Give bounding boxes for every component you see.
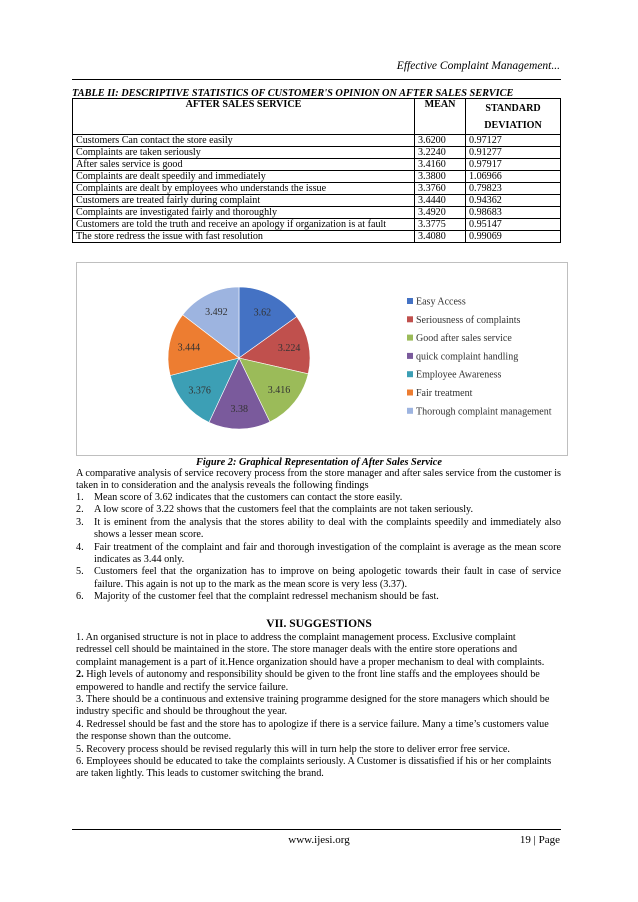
table-cell-sd: 0.91277 [466, 147, 561, 159]
header-rule [72, 79, 561, 80]
suggestion-text: High levels of autonomy and responsibility should be given to the front line staffs and the employees should be empowered to handle and rectify the service failure. [76, 669, 540, 693]
table-row [73, 195, 561, 207]
pie-data-label: 3.224 [277, 342, 301, 354]
pie-data-label: 3.62 [253, 307, 272, 319]
list-item [76, 632, 554, 669]
legend-label: quick complaint handling [416, 351, 519, 363]
legend-swatch [407, 335, 413, 341]
table-row [73, 219, 561, 231]
statistics-table [72, 98, 561, 243]
footer-page-number: 19 | Page [519, 834, 560, 846]
table-cell-item: Complaints are taken seriously [73, 147, 415, 159]
suggestion-text: An organised structure is not in place to address the complaint management process. Exclusive complaint redressel cell should be maintained in the store. The store manager deals with the entire store operations and complaint management is a part of it.Hence organization should have a proper mechanism to deal with complaints. [76, 632, 545, 668]
suggestion-number: 5. [76, 743, 84, 755]
col-header-mean: MEAN [415, 99, 466, 135]
suggestion-text: Employees should be educated to take the complaints seriously. A Customer is dissatisfied if his or her complaints are taken lightly. This leads to customer switching the brand. [76, 756, 552, 780]
finding-text: It is eminent from the analysis that the stores ability to deal with the complaints speedily and immediately also shows a lesser mean score. [94, 516, 561, 541]
list-item [76, 492, 561, 504]
table-row [73, 135, 561, 147]
table-cell-item: Customers Can contact the store easily [73, 135, 415, 147]
footer-rule [72, 829, 561, 830]
col-header-item: AFTER SALES SERVICE [73, 99, 415, 135]
table-row [73, 231, 561, 243]
table-cell-mean: 3.4440 [415, 195, 466, 207]
finding-number: 3. [76, 516, 84, 528]
legend-label: Employee Awareness [416, 369, 502, 381]
legend-label: Good after sales service [416, 333, 512, 345]
finding-text: Mean score of 3.62 indicates that the customers can contact the store easily. [94, 492, 403, 503]
table-cell-sd: 0.97917 [466, 159, 561, 171]
table-cell-mean: 3.3800 [415, 171, 466, 183]
table-cell-sd: 0.79823 [466, 183, 561, 195]
table-row [73, 159, 561, 171]
finding-text: Fair treatment of the complaint and fair and thorough investigation of the complaint is average as the mean score indicates as 3.44 only. [94, 541, 561, 566]
table-cell-item: The store redress the issue with fast resolution [73, 231, 415, 243]
suggestion-number: 1. [76, 632, 84, 643]
analysis-intro: A comparative analysis of service recovery process from the store manager and after sales service from the customer is taken in to consideration and the analysis reveals the following findings [76, 468, 561, 492]
col-header-sd-line1: STANDARD [485, 103, 541, 114]
table-cell-item: Complaints are dealt speedily and immediately [73, 171, 415, 183]
list-item [76, 694, 554, 719]
legend-label: Fair treatment [416, 388, 473, 399]
finding-text: Customers feel that the organization has to improve on being apologetic towards their fault in case of service failure. This again is not up to the mark as the mean score is very less (3.37). [94, 566, 561, 590]
finding-number: 2. [76, 504, 84, 516]
section-title-suggestions: VII. SUGGESTIONS [266, 618, 372, 630]
list-item [76, 517, 561, 542]
col-header-sd [466, 99, 561, 135]
table-row [73, 171, 561, 183]
legend-swatch [407, 316, 413, 322]
pie-data-label: 3.38 [230, 404, 249, 416]
finding-number: 4. [76, 541, 84, 553]
table-cell-item: Customers are treated fairly during complaint [73, 195, 415, 207]
list-item [76, 744, 554, 756]
suggestion-text: Recovery process should be revised regularly this will in turn help the store to deliver error free service. [86, 743, 510, 755]
list-item [76, 719, 554, 744]
suggestion-number: 2. [76, 669, 84, 681]
finding-text: A low score of 3.22 shows that the customers feel that the complaints are not taken seriously. [94, 504, 474, 516]
suggestion-text: Redressel should be fast and the store has to apologize if there is a service failure. Many a time’s customers value the response shown than the outcome. [76, 718, 549, 743]
table-cell-sd: 0.98683 [466, 207, 561, 219]
finding-text: Majority of the customer feel that the complaint redressel mechanism should be fast. [94, 591, 439, 603]
table-cell-item: Customers are told the truth and receive an apology if organization is at fault [73, 219, 415, 231]
suggestion-text: There should be a continuous and extensive training programme designed for the store managers which should be industry specific and should be throughout the year. [76, 694, 550, 718]
list-item [76, 756, 554, 781]
legend-swatch [407, 371, 413, 377]
table-cell-mean: 3.6200 [415, 135, 466, 147]
pie-data-label: 3.492 [205, 307, 228, 319]
footer-url[interactable]: www.ijesi.org [288, 834, 350, 846]
list-item [76, 542, 561, 567]
table-cell-item: Complaints are investigated fairly and thoroughly [73, 207, 415, 219]
pie-chart [77, 263, 567, 455]
pie-data-label: 3.416 [267, 384, 291, 396]
table-body [73, 135, 561, 243]
legend-label: Easy Access [416, 296, 466, 308]
finding-number: 5. [76, 566, 84, 578]
suggestion-number: 3. [76, 694, 84, 706]
legend-swatch [407, 353, 413, 359]
table-row [73, 183, 561, 195]
table-cell-sd: 0.94362 [466, 195, 561, 207]
table-row [73, 207, 561, 219]
suggestion-number: 4. [76, 718, 84, 730]
list-item [76, 669, 554, 694]
table-caption: TABLE II: DESCRIPTIVE STATISTICS OF CUSTOMER'S OPINION ON AFTER SALES SERVICE [72, 88, 514, 99]
legend-swatch [407, 390, 413, 396]
pie-chart-frame [76, 262, 568, 456]
legend-swatch [407, 408, 413, 414]
table-cell-sd: 1.06966 [466, 171, 561, 183]
legend-label: Thorough complaint management [416, 406, 552, 418]
table-cell-sd: 0.99069 [466, 231, 561, 243]
list-item [76, 591, 561, 603]
suggestions-list [76, 632, 554, 781]
table-cell-mean: 3.2240 [415, 147, 466, 159]
col-header-sd-line2: DEVIATION [484, 120, 542, 131]
running-title: Effective Complaint Management... [396, 60, 560, 72]
finding-number: 6. [76, 591, 84, 603]
table-cell-sd: 0.95147 [466, 219, 561, 231]
finding-number: 1. [76, 492, 84, 503]
figure-caption: Figure 2: Graphical Representation of After Sales Service [196, 457, 442, 468]
table-cell-item: Complaints are dealt by employees who understands the issue [73, 183, 415, 195]
table-cell-mean: 3.4920 [415, 207, 466, 219]
table-header-row [73, 99, 561, 135]
table-cell-mean: 3.3760 [415, 183, 466, 195]
table-cell-mean: 3.3775 [415, 219, 466, 231]
findings-list [76, 492, 561, 604]
list-item [76, 566, 561, 591]
legend-label: Seriousness of complaints [416, 314, 521, 326]
table-cell-mean: 3.4160 [415, 159, 466, 171]
pie-data-label: 3.444 [177, 342, 201, 354]
table-cell-mean: 3.4080 [415, 231, 466, 243]
legend-swatch [407, 298, 413, 304]
table-cell-item: After sales service is good [73, 159, 415, 171]
table-row [73, 147, 561, 159]
list-item [76, 504, 561, 516]
table-cell-sd: 0.97127 [466, 135, 561, 147]
pie-data-label: 3.376 [188, 385, 211, 397]
suggestion-number: 6. [76, 756, 84, 768]
